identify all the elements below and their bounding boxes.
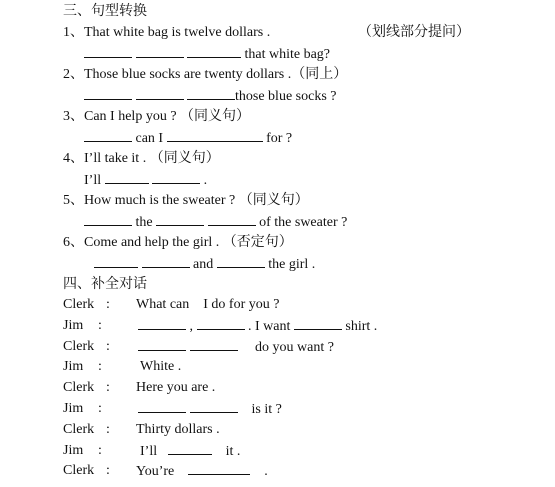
dialog-text: White . [140, 359, 182, 374]
blank[interactable] [190, 338, 238, 351]
blank[interactable] [136, 45, 184, 58]
answer-5-the: the [135, 215, 153, 230]
blank[interactable] [188, 462, 250, 475]
dialog-sep: : [98, 443, 102, 458]
answer-6 [94, 255, 315, 274]
blank[interactable] [190, 400, 238, 413]
blank[interactable] [187, 45, 241, 58]
blank[interactable] [138, 338, 186, 351]
blank[interactable] [136, 87, 184, 100]
dialog-text: What can I do for you ? [136, 297, 280, 312]
answer-3-mid: can I [135, 131, 164, 146]
answer-4-suffix: . [203, 173, 208, 188]
question-1-note: （划线部分提问） [358, 25, 470, 40]
dialog-sep: : [98, 359, 102, 374]
section4-title: 四、补全对话 [63, 277, 147, 292]
question-5: 5、How much is the sweater ? （同义句） [63, 193, 309, 208]
answer-1-suffix: that white bag? [244, 47, 331, 62]
answer-4 [84, 171, 207, 190]
blank[interactable] [138, 400, 186, 413]
question-2: 2、Those blue socks are twenty dollars .（同上） [63, 67, 348, 82]
dialog-text: is it ? [138, 400, 282, 419]
answer-2-suffix: those blue socks ? [235, 89, 337, 104]
answer-2 [84, 87, 336, 106]
dialog-speaker: Clerk [63, 339, 95, 354]
dialog-speaker: Clerk [63, 380, 95, 395]
blank[interactable] [208, 213, 256, 226]
dialog-sep: : [106, 380, 110, 395]
answer-3-suffix: for ? [266, 131, 293, 146]
dialog-speaker: Jim [63, 359, 84, 374]
question-3: 3、Can I help you ? （同义句） [63, 109, 251, 124]
dialog-text: I’ll it . [140, 444, 241, 459]
dialog-text: Here you are . [136, 380, 216, 395]
dialog-sep: : [106, 339, 110, 354]
blank[interactable] [105, 171, 149, 184]
dialog-text: , . I want shirt . [138, 317, 377, 336]
blank[interactable] [84, 87, 132, 100]
dialog-text: You’re . [136, 464, 268, 479]
dialog-speaker: Jim [63, 443, 84, 458]
blank[interactable] [167, 129, 215, 142]
blank[interactable] [294, 317, 342, 330]
blank[interactable] [142, 255, 190, 268]
dialog-sep: : [106, 422, 110, 437]
answer-6-and: and [193, 257, 214, 272]
dialog-sep: : [106, 463, 110, 478]
dialog-speaker: Clerk [63, 463, 95, 478]
answer-5-suffix: of the sweater ? [259, 215, 348, 230]
blank[interactable] [138, 317, 186, 330]
blank[interactable] [84, 129, 132, 142]
question-1: 1、That white bag is twelve dollars . [63, 25, 271, 40]
dialog-sep: : [98, 401, 102, 416]
answer-1 [84, 45, 330, 64]
answer-3 [84, 129, 292, 148]
section3-title: 三、句型转换 [63, 4, 147, 19]
answer-4-prefix: I’ll [84, 173, 102, 188]
answer-5 [84, 213, 347, 232]
blank[interactable] [94, 255, 138, 268]
dialog-speaker: Jim [63, 318, 84, 333]
blank[interactable] [156, 213, 204, 226]
answer-6-suffix: the girl . [268, 257, 316, 272]
dialog-text: do you want ? [138, 338, 334, 357]
blank[interactable] [168, 442, 212, 455]
blank[interactable] [197, 317, 245, 330]
dialog-speaker: Clerk [63, 297, 95, 312]
blank[interactable] [187, 87, 235, 100]
dialog-sep: : [106, 297, 110, 312]
dialog-sep: : [98, 318, 102, 333]
blank[interactable] [217, 255, 265, 268]
question-4: 4、I’ll take it . （同义句） [63, 151, 220, 166]
blank[interactable] [84, 45, 132, 58]
blank[interactable] [152, 171, 200, 184]
blank[interactable] [215, 129, 263, 142]
dialog-speaker: Clerk [63, 422, 95, 437]
dialog-text: Thirty dollars . [136, 422, 220, 437]
question-6: 6、Come and help the girl . （否定句） [63, 235, 293, 250]
blank[interactable] [84, 213, 132, 226]
dialog-speaker: Jim [63, 401, 84, 416]
